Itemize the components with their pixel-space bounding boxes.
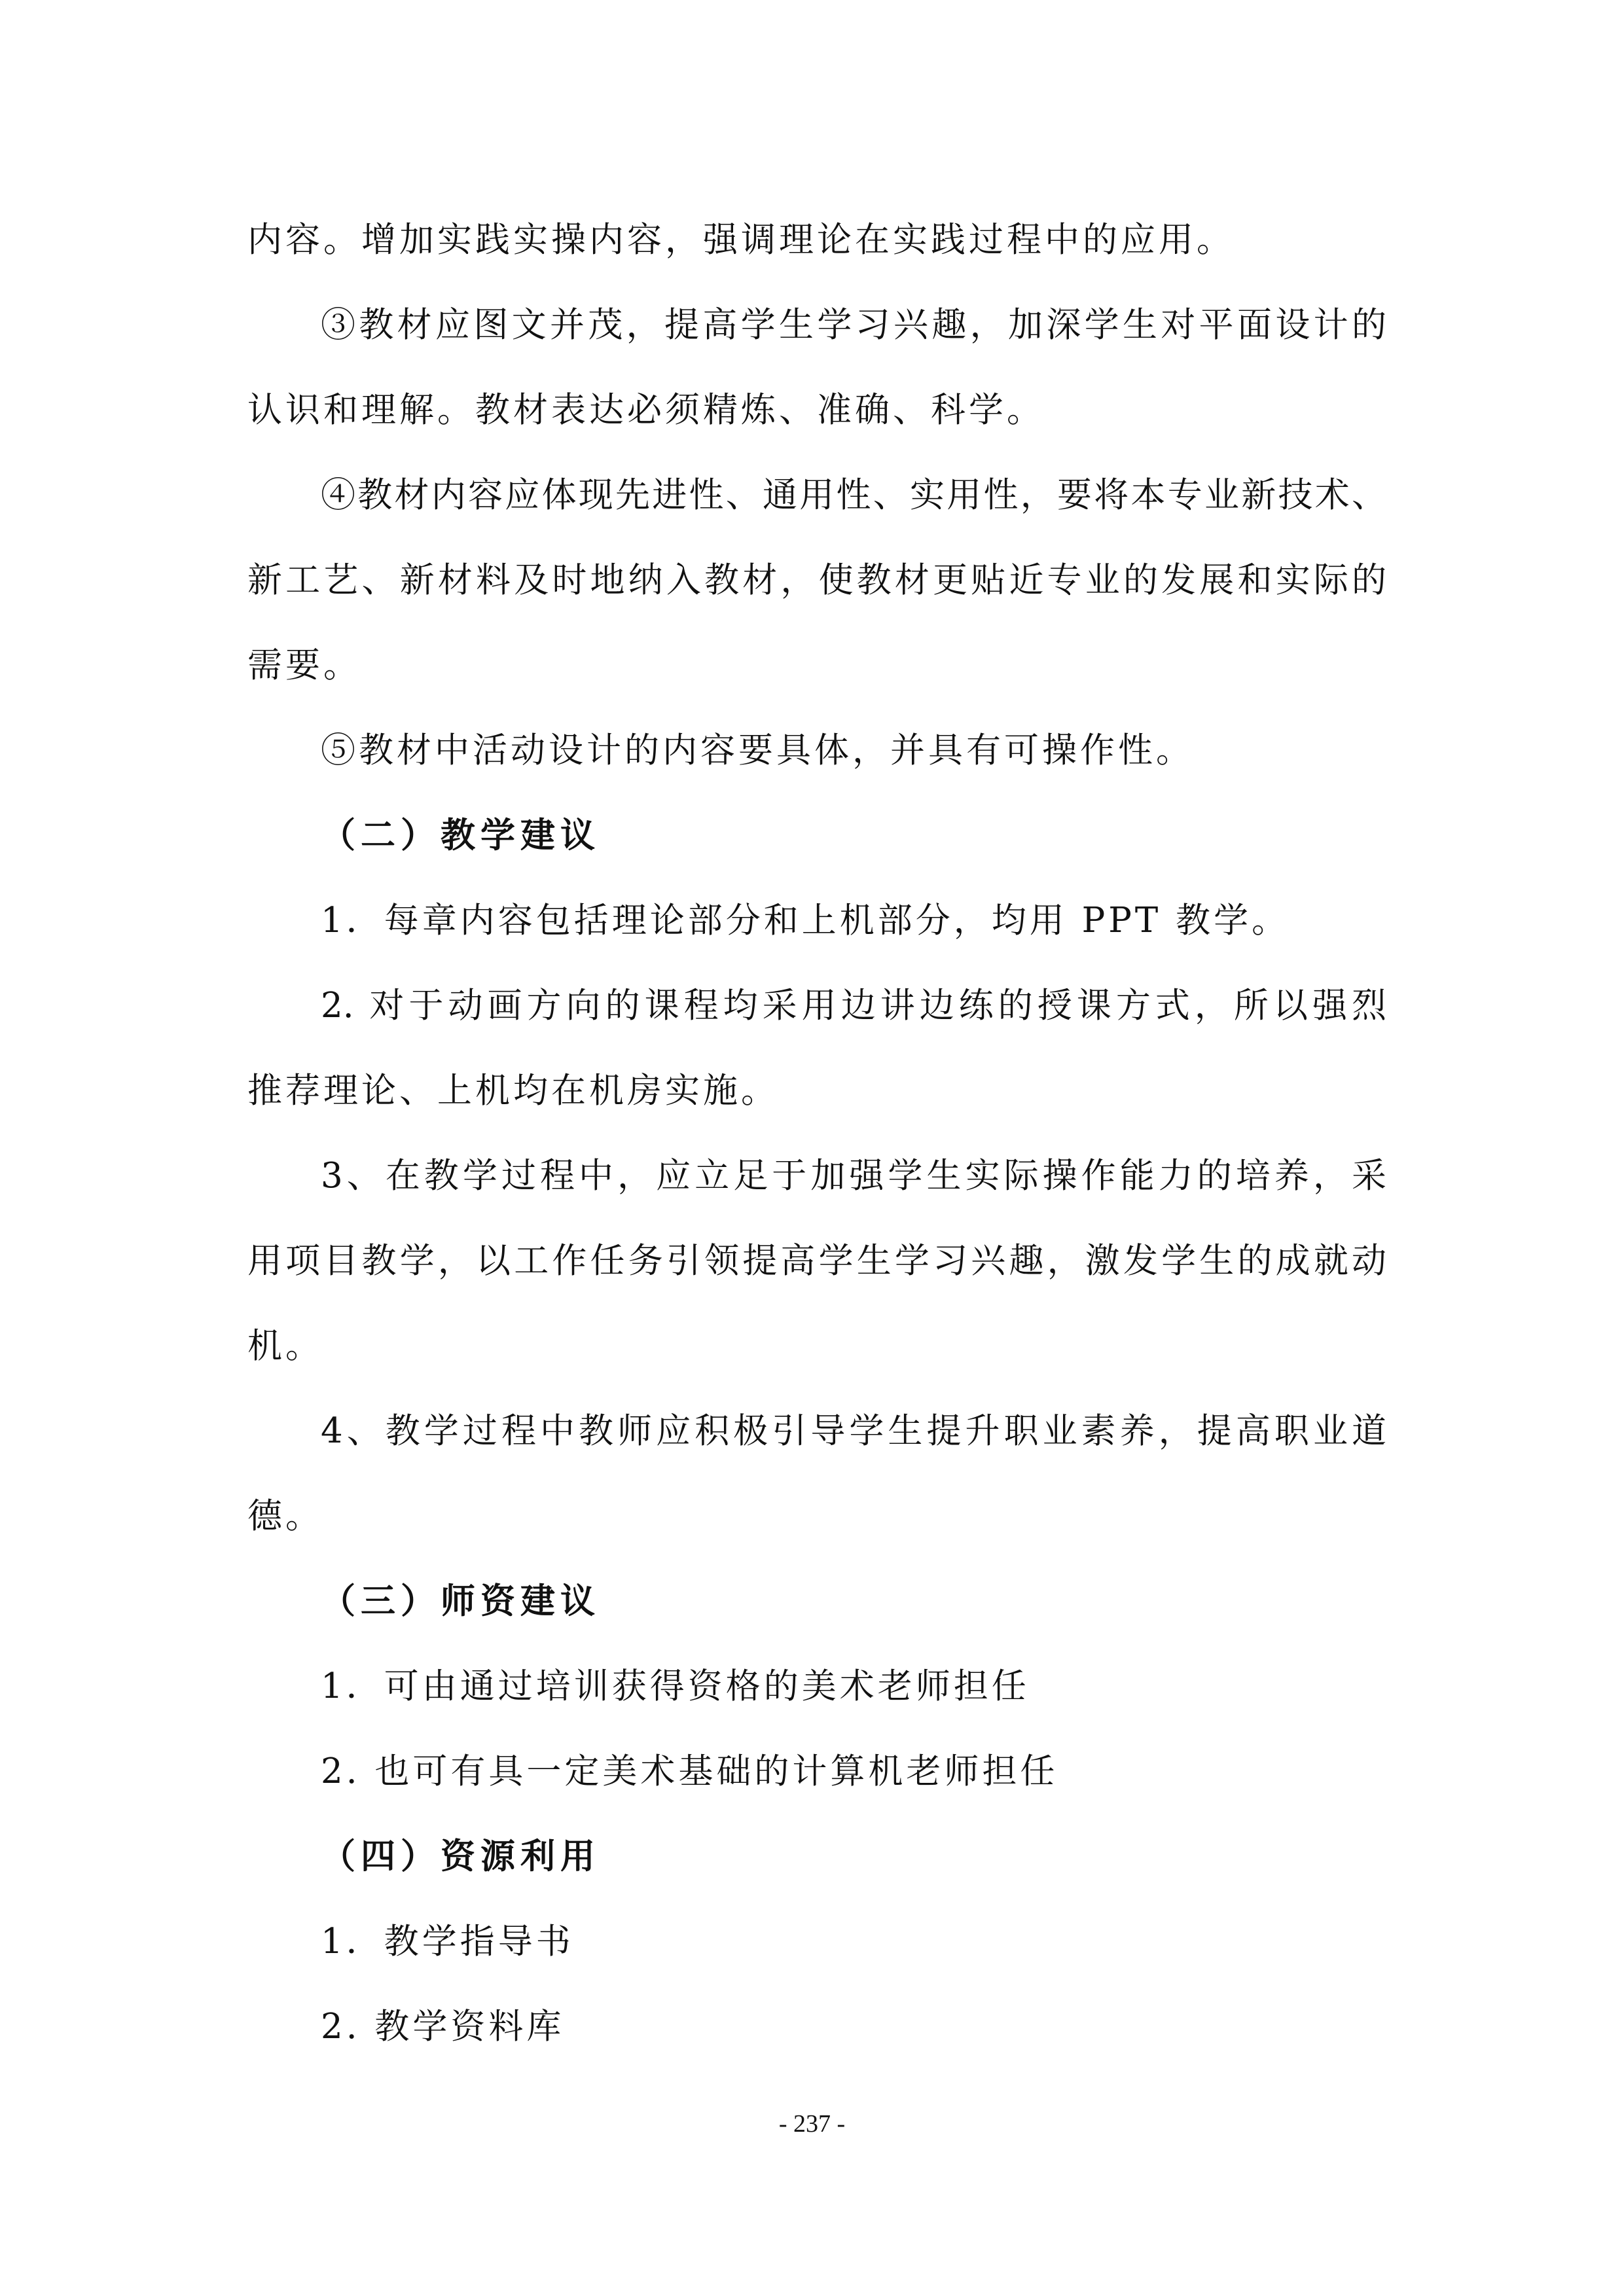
- paragraph-line: ⑤教材中活动设计的内容要具体，并具有可操作性。: [321, 730, 1194, 770]
- list-item: 2. 教学资料库: [321, 2007, 565, 2047]
- paragraph-line: 需要。: [247, 645, 361, 685]
- list-item: 4、教学过程中教师应积极引导学生提升职业素养，提高职业道: [321, 1411, 1386, 1451]
- section-heading: （四）资源利用: [321, 1837, 600, 1876]
- paragraph-line: 用项目教学，以工作任务引领提高学生学习兴趣，激发学生的成就动: [247, 1241, 1386, 1281]
- page-number: - 237 -: [778, 2110, 846, 2138]
- paragraph-line: 内容。增加实践实操内容，强调理论在实践过程中的应用。: [247, 220, 1235, 260]
- paragraph-line: ③教材应图文并茂，提高学生学习兴趣，加深学生对平面设计的: [321, 305, 1386, 345]
- list-item: 1．可由通过培训获得资格的美术老师担任: [321, 1666, 1030, 1706]
- list-item: 1．每章内容包括理论部分和上机部分，均用 PPT 教学。: [321, 901, 1290, 941]
- paragraph-line: 推荐理论、上机均在机房实施。: [247, 1071, 779, 1111]
- section-heading: （二）教学建议: [321, 816, 600, 855]
- list-item: 2. 也可有具一定美术基础的计算机老师担任: [321, 1751, 1058, 1791]
- paragraph-line: ④教材内容应体现先进性、通用性、实用性，要将本专业新技术、: [321, 475, 1386, 515]
- paragraph-line: 德。: [247, 1496, 323, 1536]
- paragraph-line: 新工艺、新材料及时地纳入教材，使教材更贴近专业的发展和实际的: [247, 560, 1386, 600]
- section-heading: （三）师资建议: [321, 1581, 600, 1621]
- list-item: 1．教学指导书: [321, 1922, 574, 1962]
- list-item: 2. 对于动画方向的课程均采用边讲边练的授课方式，所以强烈: [321, 986, 1386, 1026]
- paragraph-line: 机。: [247, 1326, 323, 1366]
- list-item: 3、在教学过程中，应立足于加强学生实际操作能力的培养，采: [321, 1156, 1386, 1196]
- paragraph-line: 认识和理解。教材表达必须精炼、准确、科学。: [247, 390, 1045, 430]
